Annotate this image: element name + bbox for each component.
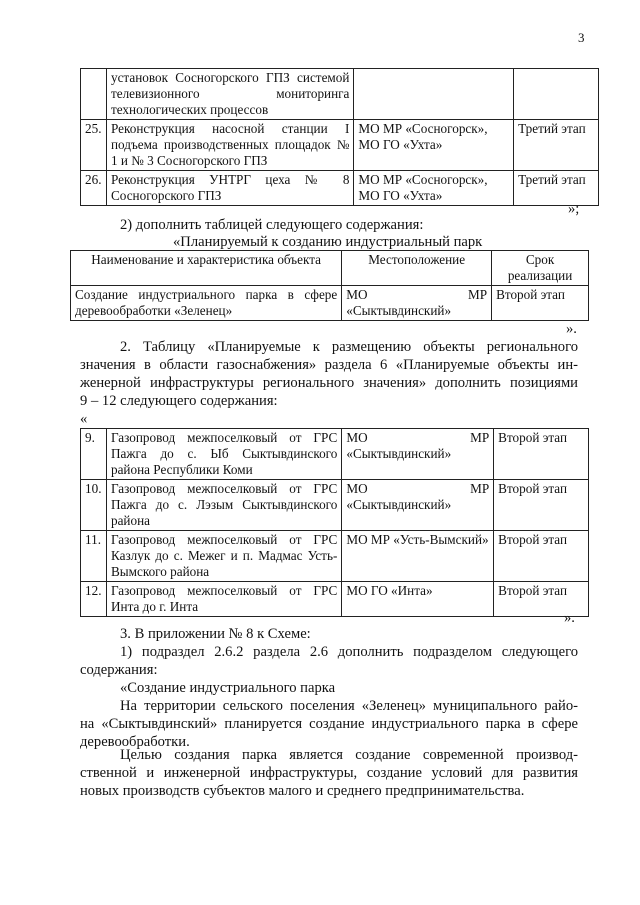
table-gas-pipelines — [80, 428, 589, 617]
park-table-title: «Планируемый к созданию индустриальный парк — [173, 234, 483, 250]
table-continuation — [80, 68, 599, 206]
object-term: Второй этап — [494, 531, 589, 582]
column-header: Наименование и характеристика объекта — [71, 251, 342, 286]
table-row — [71, 286, 589, 321]
object-location: МО ГО «Инта» — [342, 582, 494, 617]
object-name: Газопровод межпоселковый от ГРС Пажга до с. Лэзым Сыктывдинского района — [106, 480, 341, 531]
object-name: Реконструкция УНТРГ цеха № 8 Сосногорского ГПЗ — [106, 171, 353, 206]
table-industrial-park — [70, 250, 589, 321]
closing-quote: ». — [566, 321, 577, 337]
object-term: Второй этап — [492, 286, 589, 321]
table-row — [81, 69, 599, 120]
object-term: Второй этап — [494, 480, 589, 531]
text-line: ственной и инженерной инфраструктуры, создание условий для развития — [80, 765, 578, 781]
object-name: Создание индустриального парка в сфере деревообработки «Зеленец» — [71, 286, 342, 321]
row-number: 10. — [81, 480, 107, 531]
text-line: На территории сельского поселения «Зеленец» муниципального райо- — [120, 698, 578, 714]
object-location: МО МР «Сыктывдинский» — [342, 480, 494, 531]
object-term: Третий этап — [514, 120, 599, 171]
text-line: 9 – 12 следующего содержания: — [80, 393, 278, 409]
text-line: Целью создания парка является создание современной производ- — [120, 747, 578, 763]
paragraph-territory — [80, 697, 578, 751]
object-name: Газопровод межпоселковый от ГРС Казлук до с. Межег и п. Мадмас Усть-Вымского района — [106, 531, 341, 582]
object-location — [354, 69, 514, 120]
column-header: Местоположение — [342, 251, 492, 286]
row-number: 12. — [81, 582, 107, 617]
text-line: содержания: — [80, 662, 158, 678]
object-term — [514, 69, 599, 120]
object-term: Второй этап — [494, 582, 589, 617]
row-number: 26. — [81, 171, 107, 206]
object-name: Газопровод межпоселковый от ГРС Инта до г. Инта — [106, 582, 341, 617]
page-number: 3 — [578, 30, 585, 45]
object-location: МО МР «Сыктывдинский» — [342, 286, 492, 321]
table-header-row — [71, 251, 589, 286]
closing-quote: ». — [564, 610, 575, 626]
item-2-text: 2) дополнить таблицей следующего содержания: — [120, 217, 424, 233]
paragraph-3-1 — [80, 643, 578, 679]
paragraph-3: 3. В приложении № 8 к Схеме: — [120, 626, 311, 642]
table-row — [81, 171, 599, 206]
object-name: Газопровод межпоселковый от ГРС Пажга до с. Ыб Сыктывдинского района Республики Коми — [106, 429, 341, 480]
row-number: 9. — [81, 429, 107, 480]
object-name: Реконструкция насосной станции I подъема производственных площадок № 1 и № 3 Сосногорского ГПЗ — [106, 120, 353, 171]
opening-quote: « — [80, 411, 88, 427]
object-location: МО МР «Сыктывдинский» — [342, 429, 494, 480]
text-line: на «Сыктывдинский» планируется создание индустриального парка в сфере — [80, 716, 578, 732]
table-row — [81, 120, 599, 171]
object-location: МО МР «Сосногорск», МО ГО «Ухта» — [354, 171, 514, 206]
row-number — [81, 69, 107, 120]
text-line: новых производств субъектов малого и среднего предпринимательства. — [80, 783, 525, 799]
table-row — [81, 480, 589, 531]
object-name: установок Сосногорского ГПЗ системой телевизионного мониторинга технологических процессов — [106, 69, 353, 120]
closing-quote: »; — [568, 201, 580, 217]
paragraph-goal — [80, 746, 578, 800]
object-term: Второй этап — [494, 429, 589, 480]
text-line: женерной инфраструктуры регионального значения» дополнить позициями — [80, 375, 578, 391]
subsection-title: «Создание индустриального парка — [120, 680, 336, 696]
object-location: МО МР «Усть-Вымский» — [342, 531, 494, 582]
paragraph-2 — [80, 338, 578, 410]
table-row — [81, 582, 589, 617]
table-row — [81, 429, 589, 480]
text-line: 2. Таблицу «Планируемые к размещению объекты регионального — [120, 339, 578, 355]
text-line: 1) подраздел 2.6.2 раздела 2.6 дополнить подразделом следующего — [120, 644, 578, 660]
object-location: МО МР «Сосногорск», МО ГО «Ухта» — [354, 120, 514, 171]
row-number: 11. — [81, 531, 107, 582]
column-header: Срок реализации — [492, 251, 589, 286]
table-row — [81, 531, 589, 582]
object-term: Третий этап — [514, 171, 599, 206]
text-line: значения в области газоснабжения» раздела 6 «Планируемые объекты ин- — [80, 357, 578, 373]
text-line: деревообработки. — [80, 734, 190, 750]
row-number: 25. — [81, 120, 107, 171]
